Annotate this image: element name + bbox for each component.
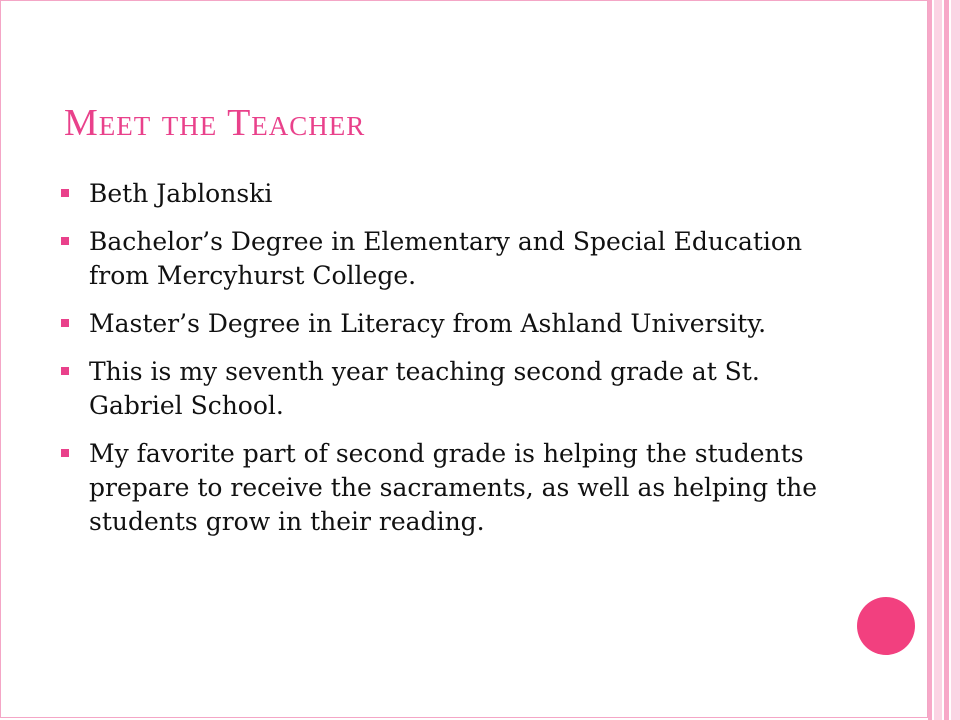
stripe — [944, 0, 949, 720]
bullet-text: Beth Jablonski — [89, 179, 273, 208]
accent-circle-decoration — [857, 597, 915, 655]
bullet-item — [61, 355, 851, 423]
bullet-text: Master’s Degree in Literacy from Ashland University. — [89, 309, 767, 338]
bullet-item — [61, 177, 851, 211]
stripe — [928, 0, 932, 720]
bullet-list — [61, 177, 851, 553]
square-bullet-icon — [61, 237, 69, 245]
slide-title: Meet the Teacher — [64, 102, 366, 144]
decorative-side-stripes — [928, 0, 960, 720]
bullet-text: My favorite part of second grade is helping the students prepare to receive the sacraments, as well as helping the students grow in their reading. — [89, 439, 818, 536]
bullet-item — [61, 437, 851, 539]
square-bullet-icon — [61, 189, 69, 197]
bullet-item — [61, 225, 851, 293]
bullet-text: Bachelor’s Degree in Elementary and Special Education from Mercyhurst College. — [89, 227, 803, 290]
square-bullet-icon — [61, 367, 69, 375]
stripe — [951, 0, 960, 720]
bullet-text: This is my seventh year teaching second grade at St. Gabriel School. — [89, 357, 760, 420]
square-bullet-icon — [61, 319, 69, 327]
bullet-item — [61, 307, 851, 341]
square-bullet-icon — [61, 449, 69, 457]
stripe — [934, 0, 942, 720]
